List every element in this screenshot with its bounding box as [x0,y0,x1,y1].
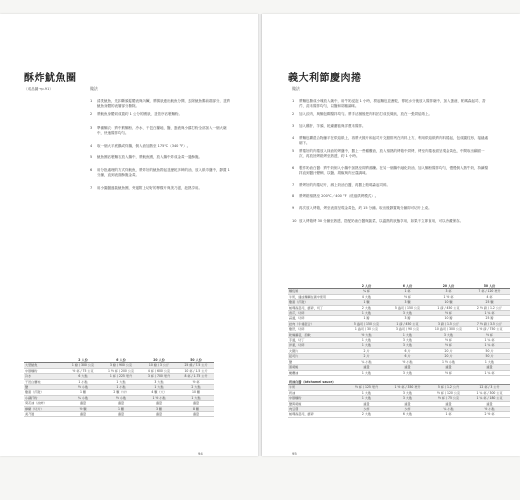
ingredient-quantity: 3 盎司 / 90 公克 [387,327,428,332]
ingredient-quantity: 8 顆 [178,406,214,411]
header-serving: 20 人份 [140,358,178,363]
ingredient-quantity: 3 大匙 [387,390,428,395]
ingredient-quantity: 4 杯 / 600 公克 [140,368,178,373]
ingredient-quantity: ½ 杯 [428,338,469,343]
ingredient-quantity: 7 杯 / 120 毫升 [469,289,510,294]
ingredient-quantity: 1 磅 / 450 公克 [387,321,428,326]
ingredient-name: 麵包屑 [288,289,346,294]
ingredient-quantity: 1 ¼ 杯 / 180 公克 [469,396,510,401]
ingredient-quantity: 1 ½ 杯 [428,294,469,299]
ingredient-quantity: ½ 小匙 [387,359,428,364]
ingredient-quantity: 適量 [346,401,387,406]
ingredient-quantity: 5 盎司 / 150 公克 [387,305,428,310]
table-row [24,412,214,417]
ingredient-quantity: 1 磅 / 450 公克 [428,305,469,310]
ingredient-quantity: 2 大匙 [178,385,214,390]
header-serving: 50 人份 [178,358,214,363]
ingredient-name: 香芹，切碎 [288,311,346,316]
step-number: 9 [292,206,295,210]
ingredient-quantity: 1 大匙 [346,390,387,395]
ingredient-name: 葵花油（油炸） [24,401,64,406]
step-text: 準備麵衣：將中筋麵粉、冷水、干邑白蘭地、鹽、蛋液與小蘇打粉全部加入一個大碗中，快速攪拌均勻。 [97,126,227,136]
ingredient-quantity: 1 大匙 [346,370,387,375]
step-number: 10 [292,219,297,223]
ingredient-quantity: 1 ½ 杯 / 200 公克 [102,368,140,373]
ingredient-name: 黑胡椒 [288,365,346,370]
ingredient-quantity: 5 杯 / 1.2 公升 [428,385,469,390]
step-number: 8 [292,194,295,198]
method-label: 做法 [90,86,98,91]
ingredient-quantity: 1 ¼ 杯 [469,338,510,343]
ingredient-quantity: 6 大匙 [387,412,428,417]
ingredient-quantity: ¼ 小匙 [428,406,469,411]
ingredient-quantity: ½ 小匙 [64,385,102,390]
ingredient-quantity: 適量 [428,365,469,370]
ingredient-quantity: 1 瓣 [346,316,387,321]
ingredient-name: 起司片 [288,354,346,359]
ingredient-name: 帕瑪森起司，磨碎，切丁 [288,305,346,310]
ingredient-name: 檸檬（切片） [24,406,64,411]
ingredient-quantity: ¼ 小匙 [64,395,102,400]
step-number: 4 [90,144,93,148]
ingredient-quantity: 3 大匙 [387,311,428,316]
ingredient-quantity: 1 顆 [346,300,387,305]
ingredient-quantity: 8 杯 / 1.75 公升 [178,374,214,379]
step-text: 加入雞肝、芋頭、乾燥蘑菇與洋蔥末攪拌。 [299,124,366,128]
ingredient-name: 肉豆蔻 [288,406,346,411]
ingredient-quantity: 6 大匙 [64,374,102,379]
step-text: 將烤箱預熱至 200℃／400 °F（炫風烘烤模式）。 [299,194,379,198]
ingredient-name: 牛奶，連成麵糊在碗中使用 [288,294,346,299]
ingredient-quantity: 1 杯 / 225 毫升 [102,374,140,379]
ingredient-name: 大型魷魚 [24,363,64,368]
step-text: 加入絞肉，與麵包糊攪拌均勻。將手沾濕後把肉料拍打成長條狀，放在一張烘焙紙上。 [299,112,432,116]
ingredient-quantity: 1 ¼ 杯 [469,370,510,375]
ingredient-quantity: 2 大匙 [346,412,387,417]
ingredient-quantity: 1 ½ 小匙 [140,395,178,400]
ingredient-quantity: 適量 [346,365,387,370]
ingredient-quantity: 7 ½ 磅 / 3.5 公斤 [469,321,510,326]
ingredient-quantity: 1 ½ 磅 / 750 公克 [469,327,510,332]
header-serving: 20 人份 [428,284,469,289]
method-label: 做法 [292,86,300,91]
ingredient-name: 雞蛋（打散） [288,300,346,305]
ingredient-quantity: 3 大匙 [387,343,428,348]
ingredient-quantity: 1 大匙 [102,379,140,384]
ingredient-name: 鹽 [24,385,64,390]
ingredient-quantity: 少許 [346,406,387,411]
ingredient-quantity: 1 條 / 300 公克 [64,363,102,368]
ingredient-quantity: 3 大匙 [387,370,428,375]
ingredient-quantity: 少許 [387,406,428,411]
step-number: 3 [292,124,295,128]
ingredient-quantity: 10 杯 / 1.5 公斤 [178,368,214,373]
step-number: 3 [90,126,93,130]
step-text: 將魷魚身體切成寬約 1 公分的圈狀，並依序沾裹麵粉。 [97,112,182,116]
step-number: 6 [90,168,93,172]
right-page [262,14,520,456]
ingredient-quantity: 20 片 [428,354,469,359]
ingredient-quantity: 適量 [102,412,140,417]
ingredient-quantity: 4 顆（大） [140,390,178,395]
ingredient-quantity: 10 顆 [178,390,214,395]
step-number: 5 [90,155,93,159]
ingredient-quantity: 適量 [140,412,178,417]
ingredient-quantity: 10 顆 [428,300,469,305]
ingredient-quantity: ½ 大匙 [346,332,387,337]
ingredient-quantity: 1 ½ 小匙 [428,359,469,364]
step-text: 用小圓盤盛裝魷魚圈，旁邊附上切好的檸檬片與美乃滋，趁熱享用。 [97,186,202,190]
ingredient-quantity: ¼ 小匙 [346,359,387,364]
ingredient-quantity: 3 磅 / 1.5 公斤 [428,321,469,326]
ingredient-quantity: 25 顆 [469,300,510,305]
ingredient-quantity: 適量 [64,401,102,406]
ingredient-quantity: 3 大匙 [387,396,428,401]
page-number: 95 [292,451,297,456]
ingredient-quantity: 2 ½ 杯 [469,412,510,417]
ingredient-quantity: 適量 [469,365,510,370]
ingredient-quantity: ½ 杯 / 125 毫升 [346,385,387,390]
ingredient-quantity: 1 小匙 [64,379,102,384]
ingredient-quantity: 3 大匙 [428,332,469,337]
ingredient-quantity: 2 大匙 [346,305,387,310]
ingredient-quantity: 2 ½ 磅 / 1.2 公斤 [469,305,510,310]
ingredient-name: 火腿片 [288,348,346,353]
ingredient-name: 絞肉（牛豬混合） [288,321,346,326]
ingredient-name: 牛奶 [288,385,346,390]
step-number: 1 [292,99,295,103]
ingredients-table [288,284,510,418]
ingredient-name: 雞肝，切碎 [288,327,346,332]
step-text: 放入烤箱烤 30 分鐘至熟透，搭配奶油白醬與蔬菜，以溫熱的狀態享用，如果不立即食用，可以冷藏保存。 [299,219,464,223]
ingredient-quantity: 1 大匙 [469,359,510,364]
ingredient-name: 中筋麵粉 [24,368,64,373]
ingredient-quantity: 2 片 [346,354,387,359]
ingredient-quantity: 1 大匙 [346,396,387,401]
ingredient-quantity: ½ 顆 [64,406,102,411]
ingredient-quantity: 適量 [178,412,214,417]
ingredient-quantity: ½ 小匙 [469,406,510,411]
ingredient-quantity: ½ 杯 / 120 公克 [428,390,469,395]
ingredient-quantity: ½ 小匙 [102,395,140,400]
left-page [0,14,258,456]
ingredient-name: 芋頭，切丁 [288,338,346,343]
ingredient-quantity: 50 片 [469,354,510,359]
ingredient-quantity: 3 條 / 900 公克 [102,363,140,368]
ingredient-quantity: 1 ½ 杯 / 350 毫升 [387,385,428,390]
ingredient-quantity: 5 盎司 / 150 公克 [346,321,387,326]
sauce-title: 奶油白醬（béchamel sauce） [288,380,510,385]
step-text: 將烤好的肉捲切片，淋上奶油白醬，再撒上帕瑪森起司碎。 [299,183,390,187]
ingredient-name: 雞蛋（打散） [24,390,64,395]
header-serving: 2 人份 [346,284,387,289]
page-number: 94 [198,451,203,456]
ingredient-quantity: 1 小匙 [102,385,140,390]
recipe-title: 酥炸魷魚圈 [24,73,77,84]
ingredient-quantity: ½ 杯 / 75 公克 [64,368,102,373]
ingredient-name: 蒜頭，切碎 [288,316,346,321]
step-text: 用分批處理的方式炸魷魚，將炸好的魷魚撈起並瀝乾多餘的油，放入紙巾盤中，靜置 1 分鐘，直到表面酥脆金黃。 [97,168,230,178]
ingredient-name: 洋蔥，切碎 [288,343,346,348]
ingredient-quantity: ½ 杯 [428,343,469,348]
step-text: 將捲好的肉捲放入抹油的烤盤中，撒上一些橄欖油，放入預熱的烤箱中烘烤，烤至肉捲表面呈現金黃色，中間取出翻面一次，再放回烤箱烤至熟透，約 1 小時。 [299,149,485,159]
ingredient-quantity: 1 大匙 [387,332,428,337]
step-text: 取一個大平底鍋或炸鍋，倒入油加熱至 175℃（340 °F）。 [97,144,191,148]
ingredient-quantity: 10 盎司 / 300 公克 [428,327,469,332]
ingredient-quantity: 1 大匙 [178,395,214,400]
ingredient-quantity: 3 大匙 [387,338,428,343]
ingredient-quantity: 適量 [387,365,428,370]
ingredient-quantity: ½ 杯 [469,332,510,337]
ingredient-quantity: 10 條 / 3 公斤 [140,363,178,368]
ingredient-quantity: ¼ 杯 [346,289,387,294]
ingredient-quantity: ½ 杯 [387,294,428,299]
ingredient-quantity: 6 片 [387,354,428,359]
ingredient-name: 橄欖油 [288,370,346,375]
ingredient-quantity: 1 杯 [387,289,428,294]
ingredient-quantity: 1 顆 [102,406,140,411]
ingredient-quantity: ½ 杯 [428,370,469,375]
ingredient-quantity: 1 大匙 [346,343,387,348]
ingredient-quantity: 適量 [102,401,140,406]
step-number: 6 [292,166,295,170]
ingredient-name: 干邑白蘭地 [24,379,64,384]
ingredient-name: 帕瑪森起司，磨碎 [288,412,346,417]
step-number: 2 [90,112,93,116]
ingredient-quantity: 4 大匙 [346,294,387,299]
ingredient-quantity: 1 杯 [428,412,469,417]
ingredient-quantity: 12 杯 / 3 公升 [469,385,510,390]
step-text: 製作奶油白醬：將牛奶倒入小鍋中加熱至即將沸騰。在另一個鍋中融化奶油，加入麵粉攪拌均勻，慢慢倒入熱牛奶，持續攪拌直到醬汁變稠，以鹽、胡椒與肉豆蔻調味。 [299,166,488,176]
ingredient-quantity: 適量 [428,401,469,406]
ingredient-name: 冷水 [24,374,64,379]
table-row [288,412,510,417]
ingredient-quantity: 6 片 [387,348,428,353]
ingredient-quantity: 1 大匙 [346,311,387,316]
recipe-subtitle: （成品圖→p.91） [24,87,53,91]
ingredient-quantity: 3 杯 [428,289,469,294]
step-number: 2 [292,112,295,116]
ingredient-quantity: 1 ¼ 杯 / 300 公克 [469,390,510,395]
step-number: 5 [292,149,295,153]
ingredient-quantity: ½ 杯 / 75 公克 [428,396,469,401]
header-serving: 6 人份 [387,284,428,289]
ingredient-quantity: 50 片 [469,348,510,353]
ingredient-quantity: 4 杯 [469,294,510,299]
ingredient-name: 小蘇打粉 [24,395,64,400]
ingredient-quantity: 適量 [469,401,510,406]
step-text: 將麵包糊混合物鋪平在烘焙紙上，再將火腿片和起司片交錯排列在肉料上方，利用烘焙紙將肉料捲起，包成圓柱形，接縫處朝下。 [299,136,488,146]
ingredient-quantity: 1 大匙 [346,338,387,343]
ingredient-quantity: ½ 杯 [428,311,469,316]
step-text: 將麵包撕成小塊放入碗中，用牛奶浸泡 1 小時，撈起麵包並瀝乾，擰乾水分後放入攪拌碗中，加入蛋液、帕瑪森起司、香芹、蒜末攪拌均勻，以鹽和胡椒調味。 [299,99,486,109]
step-number: 7 [292,183,295,187]
ingredient-quantity: 適量 [178,401,214,406]
ingredient-quantity: 適量 [64,412,102,417]
ingredient-quantity: 1 盎司 / 30 公克 [346,327,387,332]
table-row [288,305,510,310]
step-text: 再次放入烤箱，烤至表面呈現金黃色，約 15 分鐘。取出後靜置幾分鐘即可切片上桌。 [299,206,432,210]
ingredient-quantity: 適量 [387,401,428,406]
ingredient-quantity: 3 顆 [387,300,428,305]
step-number: 7 [90,186,93,190]
ingredient-quantity: 2 片 [346,348,387,353]
ingredient-quantity: 適量 [140,401,178,406]
ingredient-quantity: 1 ¼ 杯 [469,343,510,348]
ingredient-quantity: 3 杯 / 700 毫升 [140,374,178,379]
header-serving: 6 人份 [102,358,140,363]
recipe-title: 義大利節慶肉捲 [288,73,362,84]
step-number: 1 [90,99,93,103]
header-serving: 2 人份 [64,358,102,363]
ingredient-quantity: 25 條 / 7.5 公斤 [178,363,214,368]
ingredient-name: 鹽 [288,359,346,364]
ingredient-quantity: 3 大匙 [140,379,178,384]
ingredient-quantity: 3 顆 [140,406,178,411]
step-text: 清洗魷魚，先扣斷頭髮體表與內臟，將腸狀連出魷魚分開，去除魷魚腸前端部分，並將魷魚身體的表層部分撕除。 [97,99,230,109]
ingredient-name: 奶油 [288,390,346,395]
ingredient-name: 中筋麵粉 [288,396,346,401]
ingredients-table [24,358,214,417]
ingredient-quantity: 1 ¼ 杯 [469,311,510,316]
step-number: 4 [292,136,295,140]
ingredient-quantity: 10 瓣 [428,316,469,321]
ingredient-quantity: 2 顆（中） [102,390,140,395]
ingredient-quantity: 20 片 [428,348,469,353]
ingredient-name: 鹽與胡椒 [288,401,346,406]
ingredient-quantity: ½ 杯 [178,379,214,384]
header-serving: 50 人份 [469,284,510,289]
ingredient-quantity: 1 顆 [64,390,102,395]
step-text: 魷魚圈沾裹麵衣放入鍋中，將魷魚圈，放入鍋中炸成金黃一邊酥脆。 [97,155,202,159]
ingredient-quantity: 3 瓣 [387,316,428,321]
ingredient-name: 美乃滋 [24,412,64,417]
ingredient-name: 乾燥蘑菇，泡軟 [288,332,346,337]
ingredient-quantity: 25 瓣 [469,316,510,321]
ingredient-quantity: 1 大匙 [140,385,178,390]
